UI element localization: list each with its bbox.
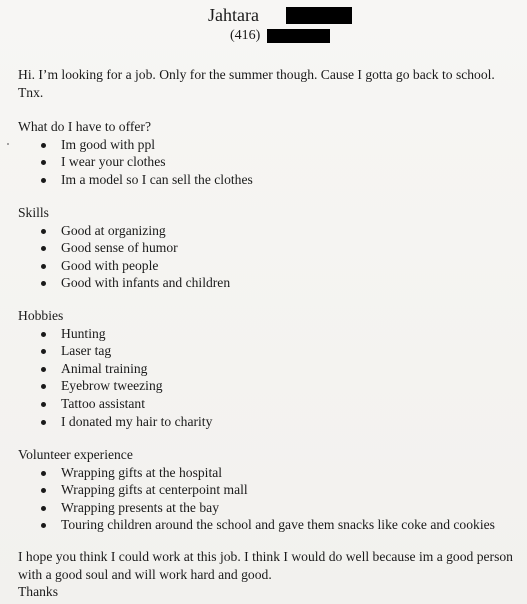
intro-paragraph: Hi. I’m looking for a job. Only for the summer though. Cause I gotta go back to school. Tnx. xyxy=(18,67,495,100)
skills-title: Skills xyxy=(18,205,49,220)
list-item: I wear your clothes xyxy=(18,153,523,171)
list-item: Wrapping presents at the bay xyxy=(18,499,523,517)
applicant-name-line xyxy=(0,4,527,26)
list-item: Eyebrow tweezing xyxy=(18,377,523,395)
list-item: Hunting xyxy=(18,325,523,343)
list-item: Wrapping gifts at centerpoint mall xyxy=(18,481,523,499)
list-item: Good with infants and children xyxy=(18,274,523,292)
list-item: Animal training xyxy=(18,360,523,378)
hobbies-section xyxy=(18,307,523,430)
volunteer-section xyxy=(18,446,523,534)
skills-list xyxy=(18,222,523,292)
list-item: Touring children around the school and gave them snacks like coke and cookies xyxy=(18,516,523,534)
list-item: Tattoo assistant xyxy=(18,395,523,413)
hobbies-list xyxy=(18,325,523,431)
list-item: Im good with ppl xyxy=(18,136,523,154)
closing-section xyxy=(18,548,523,601)
signoff: Thanks xyxy=(18,584,59,600)
offer-list xyxy=(18,136,523,189)
list-item: Wrapping gifts at the hospital xyxy=(18,464,523,482)
list-item: I donated my hair to charity xyxy=(18,413,523,431)
list-item: Good with people xyxy=(18,257,523,275)
list-item: Im a model so I can sell the clothes xyxy=(18,171,523,189)
closing-paragraph: I hope you think I could work at this job. I think I would do well because im a good person with a good soul and will work hard and good. xyxy=(18,549,513,582)
offer-section xyxy=(18,118,523,188)
offer-title: What do I have to offer? xyxy=(18,119,151,134)
hobbies-title: Hobbies xyxy=(18,308,64,323)
list-item: Good at organizing xyxy=(18,222,523,240)
applicant-name: Jahtara xyxy=(208,5,259,25)
redacted-surname xyxy=(286,7,352,24)
redacted-phone-number xyxy=(267,29,330,43)
skills-section xyxy=(18,204,523,292)
list-item: Good sense of humor xyxy=(18,239,523,257)
phone-area-code: (416) xyxy=(230,28,261,43)
volunteer-list xyxy=(18,464,523,534)
list-item: Laser tag xyxy=(18,342,523,360)
scan-speck xyxy=(7,143,9,145)
volunteer-title: Volunteer experience xyxy=(18,447,133,462)
